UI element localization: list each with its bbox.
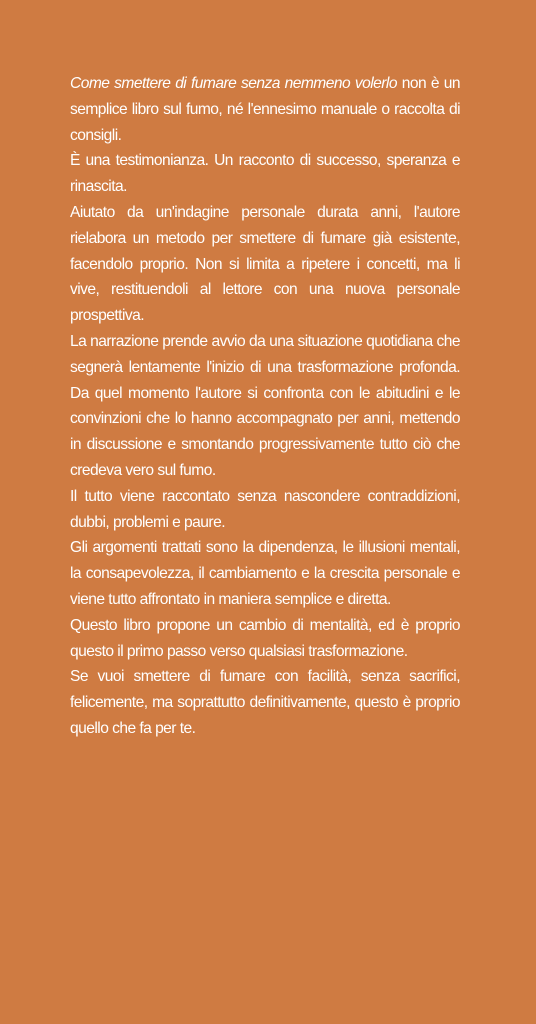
book-title: Come smettere di fumare senza nemmeno volerlo — [70, 75, 397, 92]
blurb-paragraph-8: Se vuoi smettere di fumare con facilità, senza sacrifici, felicemente, ma soprattutto definitivamente, questo è proprio quello che fa per te. — [70, 668, 460, 737]
blurb-text — [70, 71, 460, 742]
blurb-paragraph-2: È una testimonianza. Un racconto di successo, speranza e rinascita. — [70, 152, 460, 196]
paragraph-1-text: non è un semplice libro sul fumo, né l'ennesimo manuale o raccolta di consigli. — [70, 75, 460, 144]
blurb-paragraph-7: Questo libro propone un cambio di mentalità, ed è proprio questo il primo passo verso qualsiasi trasformazione. — [70, 616, 460, 660]
blurb-paragraph-6: Gli argomenti trattati sono la dipendenza, le illusioni mentali, la consapevolezza, il cambiamento e la crescita personale e viene tutto affrontato in maniera semplice e diretta. — [70, 539, 460, 608]
blurb-paragraph-5: Il tutto viene raccontato senza nascondere contraddizioni, dubbi, problemi e paure. — [70, 487, 460, 531]
blurb-paragraph-1 — [70, 71, 460, 148]
blurb-paragraph-4: La narrazione prende avvio da una situazione quotidiana che segnerà lentamente l'inizio di una trasformazione profonda. Da quel momento l'autore si confronta con le abitudini e le convinzioni che lo hanno accompagnato per anni, mettendo in discussione e smontando progressivamente tutto ciò che credeva vero sul fumo. — [70, 332, 460, 479]
blurb-paragraph-3: Aiutato da un'indagine personale durata anni, l'autore rielabora un metodo per smettere di fumare già esistente, facendolo proprio. Non si limita a ripetere i concetti, ma li vive, restituendoli al lettore con una nuova personale prospettiva. — [70, 203, 460, 325]
